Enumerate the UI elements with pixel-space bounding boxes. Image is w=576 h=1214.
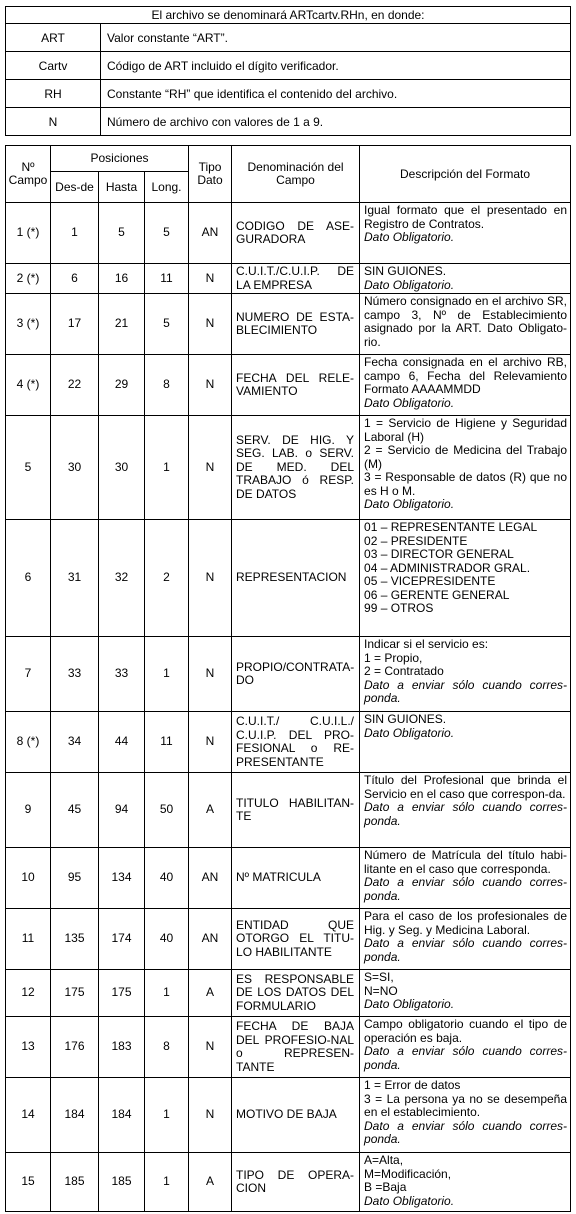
field-number: 3 (*) (6, 294, 51, 355)
field-desde: 17 (51, 294, 99, 355)
field-description (360, 1078, 571, 1153)
description-line: 2 = Contratado (364, 664, 444, 678)
field-name: ES RESPONSABLE DE LOS DATOS DEL FORMULARIO (232, 970, 360, 1017)
description-line: 05 – VICEPRESIDENTE (364, 574, 496, 588)
description-note: Dato Obligatorio. (364, 230, 455, 244)
naming-key: ART (6, 24, 101, 52)
field-name: ENTIDAD QUE OTORGO EL TITU-LO HABILITANTE (232, 909, 360, 970)
description-line: SIN GUIONES. (364, 264, 447, 278)
field-number: 2 (*) (6, 264, 51, 294)
description-note: Dato Obligatorio. (364, 997, 455, 1011)
field-name: C.U.I.T./C.U.I.P. DE LA EMPRESA (232, 264, 360, 294)
field-number: 1 (*) (6, 203, 51, 264)
file-naming-title: El archivo se denominará ARTcartv.RHn, en donde: (6, 7, 571, 24)
header-tipo-dato: Tipo Dato (189, 146, 232, 203)
field-long: 5 (145, 294, 189, 355)
field-tipo: A (189, 970, 232, 1017)
field-tipo: AN (189, 203, 232, 264)
table-row (6, 909, 571, 970)
description-line: Para el caso de los profesionales de Hig. y Seg. y Medicina Laboral. (364, 909, 568, 937)
field-name: CODIGO DE ASE-GURADORA (232, 203, 360, 264)
field-name: MOTIVO DE BAJA (232, 1078, 360, 1153)
description-line: B =Baja (364, 1180, 407, 1194)
field-long: 8 (145, 1017, 189, 1078)
field-hasta: 174 (99, 909, 145, 970)
field-hasta: 134 (99, 848, 145, 909)
naming-row (6, 108, 571, 136)
field-name: TITULO HABILITAN-TE (232, 773, 360, 848)
description-line: 04 – ADMINISTRADOR GRAL. (364, 560, 531, 575)
table-row (6, 970, 571, 1017)
header-hasta: Hasta (99, 172, 145, 203)
table-row (6, 203, 571, 264)
description-note: Dato a enviar sólo cuando corres-ponda. (364, 1044, 568, 1072)
fields-body (6, 203, 571, 1212)
field-long: 1 (145, 970, 189, 1017)
field-desde: 184 (51, 1078, 99, 1153)
field-number: 12 (6, 970, 51, 1017)
table-row (6, 848, 571, 909)
naming-key: N (6, 108, 101, 136)
field-number: 9 (6, 773, 51, 848)
fields-table (5, 145, 571, 1212)
field-number: 5 (6, 416, 51, 520)
field-hasta: 94 (99, 773, 145, 848)
description-line: 03 – DIRECTOR GENERAL (364, 547, 514, 561)
description-line: A=Alta, (364, 1153, 404, 1167)
description-note: Dato a enviar sólo cuando corres-ponda. (364, 800, 568, 828)
field-description (360, 355, 571, 416)
field-description (360, 712, 571, 773)
naming-value: Código de ART incluido el dígito verificador. (101, 52, 571, 80)
field-tipo: N (189, 355, 232, 416)
header-campo: Nº Campo (6, 146, 51, 203)
field-number: 13 (6, 1017, 51, 1078)
field-name: SERV. DE HIG. Y SEG. LAB. o SERV. DE MED. DEL TRABAJO ó RESP. DE DATOS (232, 416, 360, 520)
field-description (360, 294, 571, 355)
description-line: N=NO (364, 983, 398, 998)
field-desde: 30 (51, 416, 99, 520)
field-hasta: 33 (99, 637, 145, 712)
field-tipo: N (189, 637, 232, 712)
field-hasta: 5 (99, 203, 145, 264)
naming-row (6, 80, 571, 108)
description-line: 06 – GERENTE GENERAL (364, 587, 510, 602)
field-tipo: N (189, 1078, 232, 1153)
field-tipo: N (189, 520, 232, 637)
field-tipo: N (189, 712, 232, 773)
description-note: Dato Obligatorio. (364, 497, 455, 511)
field-number: 10 (6, 848, 51, 909)
field-description (360, 1017, 571, 1078)
field-description (360, 520, 571, 637)
field-long: 50 (145, 773, 189, 848)
description-note: Dato a enviar sólo cuando corres-ponda. (364, 677, 568, 705)
field-name: Nº MATRICULA (232, 848, 360, 909)
field-name: C.U.I.T./ C.U.I.L./ C.U.I.P. DEL PRO-FESIONAL o RE-PRESENTANTE (232, 712, 360, 773)
field-desde: 176 (51, 1017, 99, 1078)
field-hasta: 30 (99, 416, 145, 520)
field-desde: 175 (51, 970, 99, 1017)
field-number: 7 (6, 637, 51, 712)
naming-value: Número de archivo con valores de 1 a 9. (101, 108, 571, 136)
field-description (360, 848, 571, 909)
description-note: Dato Obligatorio. (364, 395, 455, 410)
naming-key: Cartv (6, 52, 101, 80)
description-note: Dato a enviar sólo cuando corres-ponda. (364, 875, 568, 903)
field-number: 15 (6, 1153, 51, 1212)
naming-row (6, 24, 571, 52)
naming-value: Constante “RH” que identifica el contenido del archivo. (101, 80, 571, 108)
description-line: 99 – OTROS (364, 601, 434, 615)
field-name: FECHA DE BAJA DEL PROFESIO-NAL o REPRESEN-TANTE (232, 1017, 360, 1078)
table-row (6, 1153, 571, 1212)
field-description (360, 970, 571, 1017)
field-desde: 1 (51, 203, 99, 264)
field-name: PROPIO/CONTRATA-DO (232, 637, 360, 712)
field-tipo: AN (189, 909, 232, 970)
field-long: 1 (145, 416, 189, 520)
field-name: NUMERO DE ESTA-BLECIMIENTO (232, 294, 360, 355)
naming-key: RH (6, 80, 101, 108)
field-description (360, 909, 571, 970)
field-description (360, 264, 571, 294)
field-number: 11 (6, 909, 51, 970)
field-desde: 95 (51, 848, 99, 909)
field-number: 4 (*) (6, 355, 51, 416)
description-line: 1 = Error de datos (364, 1078, 461, 1092)
field-hasta: 32 (99, 520, 145, 637)
field-description (360, 416, 571, 520)
table-row (6, 1078, 571, 1153)
field-description (360, 1153, 571, 1212)
description-line: 01 – REPRESENTANTE LEGAL (364, 520, 538, 534)
description-line: 1 = Propio, (364, 650, 423, 665)
description-note: Dato a enviar sólo cuando corres-ponda. (364, 936, 568, 964)
description-line: Campo obligatorio cuando el tipo de operación es baja. (364, 1017, 568, 1045)
header-descripcion: Descripción del Formato (360, 146, 571, 203)
table-row (6, 520, 571, 637)
field-number: 14 (6, 1078, 51, 1153)
field-long: 11 (145, 264, 189, 294)
field-tipo: N (189, 264, 232, 294)
field-long: 1 (145, 1153, 189, 1212)
field-name: FECHA DEL RELE-VAMIENTO (232, 355, 360, 416)
field-tipo: A (189, 773, 232, 848)
field-long: 11 (145, 712, 189, 773)
naming-row (6, 52, 571, 80)
table-row (6, 294, 571, 355)
table-row (6, 264, 571, 294)
field-long: 2 (145, 520, 189, 637)
field-name: REPRESENTACION (232, 520, 360, 637)
field-number: 8 (*) (6, 712, 51, 773)
field-number: 6 (6, 520, 51, 637)
description-note: Dato Obligatorio. (364, 277, 455, 292)
field-hasta: 175 (99, 970, 145, 1017)
description-line: Fecha consignada en el archivo RB, campo 6, Fecha del Relevamiento Formato AAAAMMDD (364, 355, 568, 396)
header-denominacion: Denominación del Campo (232, 146, 360, 203)
table-row (6, 416, 571, 520)
field-description (360, 637, 571, 712)
description-line: 1 = Servicio de Higiene y Seguridad Laboral (H) (364, 416, 568, 444)
field-tipo: N (189, 294, 232, 355)
field-desde: 45 (51, 773, 99, 848)
description-line: Número de Matrícula del título habi-litante en el caso que corresponda. (364, 848, 568, 876)
field-hasta: 183 (99, 1017, 145, 1078)
field-description (360, 203, 571, 264)
description-line: Igual formato que el presentado en Registro de Contratos. (364, 203, 568, 231)
table-row (6, 637, 571, 712)
field-desde: 135 (51, 909, 99, 970)
description-note: Dato Obligatorio. (364, 725, 455, 740)
description-line: Número consignado en el archivo SR, campo 3, Nº de Establecimiento asignado por la ART. Dato Obligato-rio. (364, 294, 568, 349)
header-posiciones: Posiciones (51, 146, 189, 172)
table-row (6, 712, 571, 773)
field-desde: 185 (51, 1153, 99, 1212)
description-line: 3 = Responsable de datos (R) que no es H o M. (364, 470, 568, 498)
field-long: 8 (145, 355, 189, 416)
field-desde: 31 (51, 520, 99, 637)
field-long: 1 (145, 637, 189, 712)
field-long: 40 (145, 848, 189, 909)
field-hasta: 29 (99, 355, 145, 416)
field-desde: 34 (51, 712, 99, 773)
description-line: SIN GUIONES. (364, 712, 447, 726)
description-line: 3 = La persona ya no se desempeña en el establecimiento. (364, 1091, 568, 1119)
field-name: TIPO DE OPERA-CION (232, 1153, 360, 1212)
description-line: Indicar si el servicio es: (364, 637, 489, 651)
file-naming-table (5, 6, 571, 136)
field-desde: 33 (51, 637, 99, 712)
description-note: Dato Obligatorio. (364, 1193, 455, 1208)
field-tipo: N (189, 1017, 232, 1078)
field-tipo: A (189, 1153, 232, 1212)
field-description (360, 773, 571, 848)
description-line: 2 = Servicio de Medicina del Trabajo (M) (364, 443, 568, 471)
table-row (6, 773, 571, 848)
field-long: 5 (145, 203, 189, 264)
naming-value: Valor constante “ART”. (101, 24, 571, 52)
field-hasta: 44 (99, 712, 145, 773)
description-line: 02 – PRESIDENTE (364, 533, 468, 548)
description-line: S=SI, (364, 970, 394, 984)
description-line: M=Modificación, (364, 1166, 452, 1181)
field-desde: 6 (51, 264, 99, 294)
header-long: Long. (145, 172, 189, 203)
field-hasta: 185 (99, 1153, 145, 1212)
field-desde: 22 (51, 355, 99, 416)
header-desde: Des-de (51, 172, 99, 203)
description-note: Dato a enviar sólo cuando corres-ponda. (364, 1118, 568, 1146)
table-row (6, 355, 571, 416)
description-line: Título del Profesional que brinda el Servicio en el caso que correspon-da. (364, 773, 568, 801)
field-hasta: 21 (99, 294, 145, 355)
field-hasta: 184 (99, 1078, 145, 1153)
field-long: 1 (145, 1078, 189, 1153)
table-row (6, 1017, 571, 1078)
field-long: 40 (145, 909, 189, 970)
field-tipo: AN (189, 848, 232, 909)
field-tipo: N (189, 416, 232, 520)
field-hasta: 16 (99, 264, 145, 294)
